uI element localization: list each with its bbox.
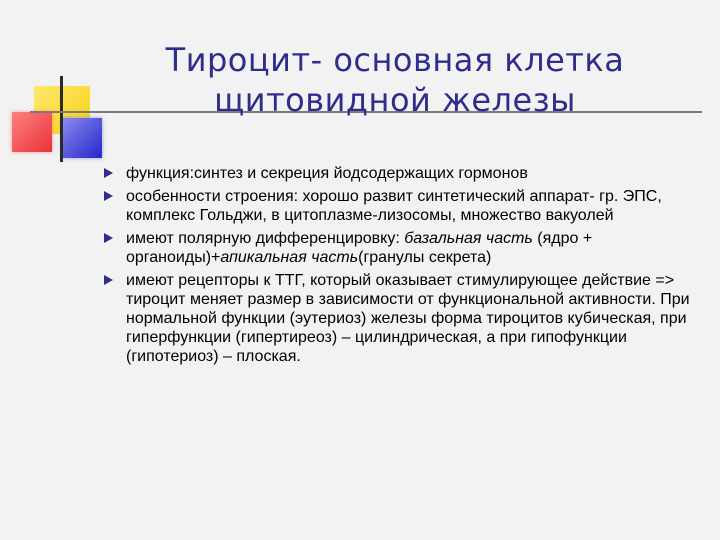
basal-part-text: базальная часть — [404, 230, 533, 247]
bullet-text: особенности строения: хорошо развит синтетический аппарат- гр. ЭПС, комплекс Гольджи, в цитоплазме-лизосомы, множество вакуолей — [126, 188, 662, 224]
triangle-bullet-icon — [104, 275, 113, 285]
bullet-text: имеют рецепторы к ТТГ, который оказывает стимулирующее действие => тироцит меняет размер в зависимости от функциональной активности. При нормальной функции (эутериоз) железы форма тироцитов кубическая, при гиперфункции (гипертиреоз) – цилиндрическая, а при гипофункции (гипотериоз) – плоская. — [126, 272, 690, 365]
bullet-text-part: (гранулы секрета) — [358, 249, 492, 266]
triangle-bullet-icon — [104, 191, 113, 201]
slide-title — [110, 40, 680, 120]
blue-square-decoration — [62, 118, 102, 158]
red-square-decoration — [12, 112, 52, 152]
bullet-text: функция:синтез и секреция йодсодержащих гормонов — [126, 165, 528, 182]
title-line-1: Тироцит- основная клетка — [165, 41, 625, 79]
bullet-item-structure — [102, 187, 698, 225]
bullet-list — [102, 164, 698, 370]
vertical-line-decoration — [60, 76, 63, 162]
triangle-bullet-icon — [104, 168, 113, 178]
bullet-text-part: (ядро + органоиды)+ — [126, 230, 593, 266]
apical-part-text: апикальная часть — [220, 249, 359, 266]
bullet-item-receptors — [102, 271, 698, 366]
bullet-item-polarity — [102, 229, 698, 267]
bullet-item-function — [102, 164, 698, 183]
triangle-bullet-icon — [104, 233, 113, 243]
title-line-2: щитовидной железы — [214, 81, 576, 119]
bullet-text-part: имеют полярную дифференцировку: — [126, 230, 405, 247]
